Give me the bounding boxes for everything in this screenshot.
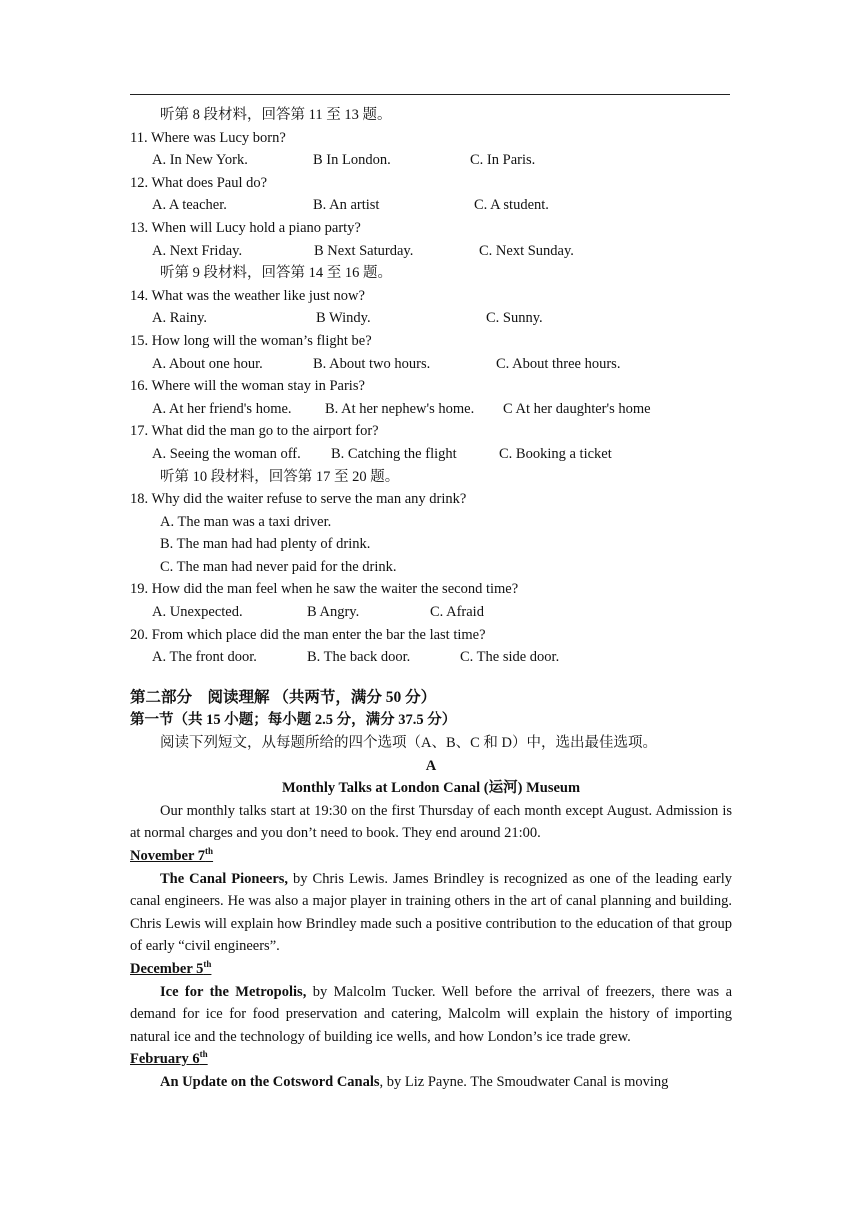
header-rule — [130, 94, 730, 95]
option-a: A. Rainy. — [152, 310, 208, 327]
option-a: A. In New York. — [152, 152, 248, 169]
question-19: 19. How did the man feel when he saw the waiter the second time? — [130, 581, 519, 598]
option-b: B. An artist — [313, 197, 380, 214]
event-dec — [130, 958, 732, 1048]
question-12: 12. What does Paul do? — [130, 174, 268, 191]
question-16: 16. Where will the woman stay in Paris? — [130, 378, 365, 395]
options-11 — [130, 149, 732, 172]
option-b: B Next Saturday. — [314, 242, 414, 259]
option-b: B. The man had had plenty of drink. — [160, 536, 371, 553]
instruction-section-8: 听第 8 段材料，回答第 11 至 13 题。 — [160, 107, 392, 123]
option-c: C. Afraid — [430, 604, 484, 621]
options-15 — [130, 353, 732, 376]
event-date: December 5th — [130, 959, 212, 977]
option-a: A. About one hour. — [152, 355, 263, 372]
event-title: An Update on the Cotsword Canals — [160, 1073, 380, 1090]
option-b: B. Catching the flight — [331, 445, 457, 462]
event-date: February 6th — [130, 1049, 208, 1068]
options-14 — [130, 307, 732, 330]
event-body: Ice for the Metropolis, by Malcolm Tucker. Well before the arrival of freezers, there was a demand for ice for food preservation and catering, Malcolm will explain the history of importing natural ice and the technology of building ice wells, and how London’s ice trade grew. — [130, 983, 733, 1045]
options-17 — [130, 443, 732, 466]
option-c: C. Booking a ticket — [499, 445, 612, 462]
option-a: A. The man was a taxi driver. — [160, 513, 332, 530]
option-c: C. Next Sunday. — [479, 242, 574, 259]
event-feb — [130, 1048, 732, 1093]
option-b: B Angry. — [307, 604, 360, 621]
option-a: A. Unexpected. — [152, 604, 243, 621]
instruction-section-10: 听第 10 段材料，回答第 17 至 20 题。 — [160, 468, 400, 485]
option-b: B. At her nephew's home. — [325, 400, 475, 417]
option-b: B In London. — [313, 152, 391, 169]
options-16 — [130, 398, 732, 421]
question-11: 11. Where was Lucy born? — [130, 129, 286, 146]
question-18: 18. Why did the waiter refuse to serve the man any drink? — [130, 491, 467, 508]
options-20 — [130, 646, 732, 669]
option-c: C. About three hours. — [496, 355, 621, 372]
question-20: 20. From which place did the man enter the bar the last time? — [130, 626, 486, 643]
part2-instruction: 阅读下列短文，从每题所给的四个选项（A、B、C 和 D）中，选出最佳选项。 — [160, 735, 658, 752]
option-c: C. A student. — [474, 197, 549, 214]
question-13: 13. When will Lucy hold a piano party? — [130, 219, 361, 236]
option-a: A. Seeing the woman off. — [152, 445, 301, 462]
event-title: Ice for the Metropolis, — [160, 983, 307, 1000]
option-c: C. In Paris. — [470, 152, 536, 169]
option-a: A. A teacher. — [152, 197, 227, 214]
part2-heading: 第二部分 阅读理解 （共两节，满分 50 分） — [130, 688, 437, 706]
options-19 — [130, 601, 732, 624]
event-nov — [130, 845, 732, 958]
event-body: An Update on the Cotsword Canals, by Liz Payne. The Smoudwater Canal is moving — [160, 1073, 669, 1090]
option-b: B Windy. — [316, 310, 371, 327]
option-c: C. The man had never paid for the drink. — [160, 558, 397, 575]
passage-letter: A — [425, 757, 437, 774]
event-body: The Canal Pioneers, by Chris Lewis. James Brindley is recognized as one of the leading early canal engineers. He was also a major player in training others in the art of canal planning and building. Chris Lewis will explain how Brindley made such a positive contribution to the education of that group of early “civil engineers”. — [130, 870, 732, 955]
options-12 — [130, 194, 732, 217]
event-date: November 7th — [130, 846, 214, 864]
question-17: 17. What did the man go to the airport for? — [130, 423, 379, 440]
event-title: The Canal Pioneers, — [160, 870, 289, 887]
passage-title: Monthly Talks at London Canal (运河) Museum — [281, 780, 581, 797]
option-c: C. The side door. — [460, 649, 560, 666]
options-13 — [130, 240, 732, 263]
question-15: 15. How long will the woman’s flight be? — [130, 332, 372, 349]
option-a: A. At her friend's home. — [152, 400, 292, 417]
option-a: A. The front door. — [152, 649, 257, 666]
option-c: C At her daughter's home — [503, 400, 651, 417]
question-14: 14. What was the weather like just now? — [130, 287, 365, 304]
page-content — [130, 104, 732, 1094]
option-b: B. The back door. — [307, 649, 411, 666]
option-b: B. About two hours. — [313, 355, 431, 372]
instruction-section-9: 听第 9 段材料，回答第 14 至 16 题。 — [160, 265, 392, 282]
option-a: A. Next Friday. — [152, 242, 243, 259]
option-c: C. Sunny. — [486, 310, 543, 327]
part2-subheading: 第一节（共 15 小题；每小题 2.5 分，满分 37.5 分） — [130, 712, 457, 729]
passage-intro: Our monthly talks start at 19:30 on the first Thursday of each month except August. Admission is at normal charges and you don’t need to book. They end around 21:00. — [130, 802, 732, 842]
